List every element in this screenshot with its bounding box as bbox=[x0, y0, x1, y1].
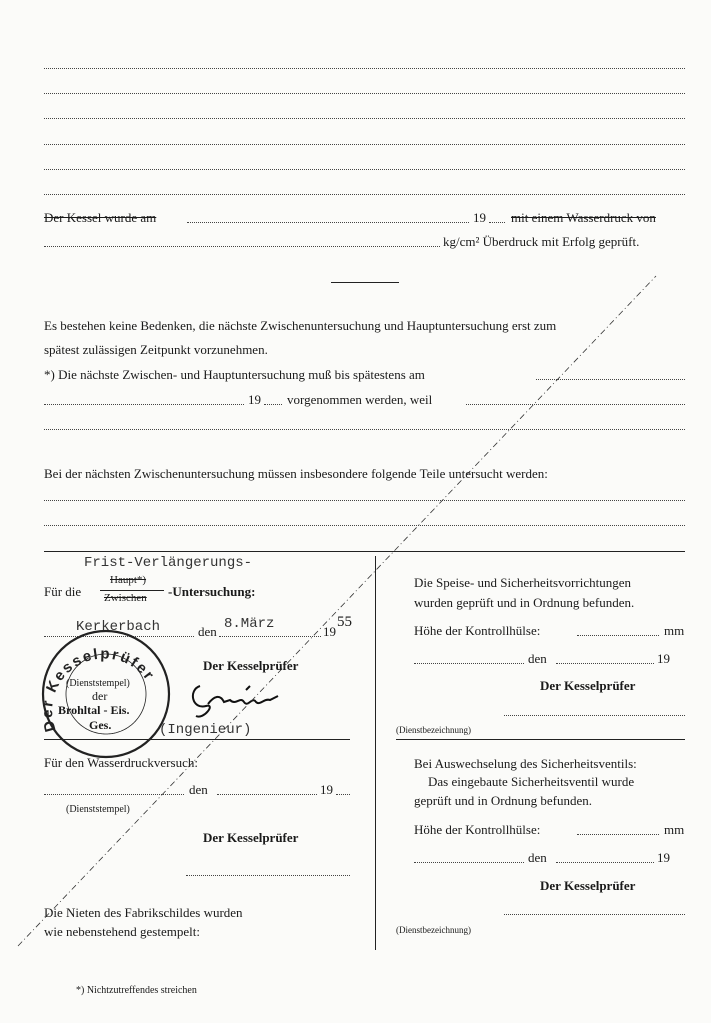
kessel-date-field bbox=[187, 222, 469, 223]
auswechselung-line1: Bei Auswechselung des Sicherheitsventils: bbox=[414, 756, 637, 771]
right-section-rule bbox=[396, 739, 685, 740]
den-label: den bbox=[198, 624, 217, 639]
paragraph1-line1: Es bestehen keine Bedenken, die nächste Zwischenuntersuchung und Hauptuntersuchung erst zum bbox=[44, 318, 557, 333]
parts-field-1 bbox=[44, 500, 685, 501]
fuer-die-label: Für die bbox=[44, 584, 82, 599]
kessel-year-field bbox=[489, 222, 505, 223]
wasserdruck-dienststempel: (Dienststempel) bbox=[66, 804, 130, 815]
right-year-prefix-2: 19 bbox=[657, 850, 670, 865]
haupt-label: Haupt*) bbox=[110, 574, 147, 586]
dienstbezeichnung2-label: (Dienstbezeichnung) bbox=[396, 925, 471, 935]
stamp-ges: Ges. bbox=[89, 718, 112, 732]
zwischen-label: Zwischen bbox=[104, 592, 147, 604]
nieten-line1: Die Nieten des Fabrikschildes wurden bbox=[44, 905, 243, 920]
dienstbezeichnung-label: (Dienstbezeichnung) bbox=[396, 725, 471, 735]
wasserdruck-den: den bbox=[189, 782, 208, 797]
dienststempel-label: (Dienststempel) bbox=[66, 678, 130, 689]
right-place-field-2 bbox=[414, 862, 524, 863]
stamp-company: Brohltal - Eis. bbox=[58, 703, 130, 717]
wasserdruck-year-prefix: 19 bbox=[320, 782, 333, 797]
paragraph3: Bei der nächsten Zwischenuntersuchung müssen insbesondere folgende Teile untersucht werden: bbox=[44, 466, 548, 481]
typed-extension-header: Frist-Verlängerungs- bbox=[84, 555, 253, 571]
paragraph2-year-prefix: 19 bbox=[248, 392, 261, 407]
section-divider bbox=[331, 282, 399, 283]
pressure-field bbox=[44, 246, 440, 247]
handwritten-signature bbox=[186, 676, 296, 722]
stamp-outer-text: Der Kesselprüfer bbox=[39, 645, 159, 734]
right-den-2: den bbox=[528, 850, 547, 865]
blank-line-5 bbox=[44, 169, 685, 170]
speise-line2: wurden geprüft und in Ordnung befunden. bbox=[414, 595, 635, 610]
left-signature-rule bbox=[44, 739, 350, 740]
kessel-year-prefix: 19 bbox=[473, 210, 486, 225]
right-date-field bbox=[556, 663, 654, 664]
nieten-line2: wie nebenstehend gestempelt: bbox=[44, 924, 200, 939]
wasserdruck-heading: Für den Wasserdruckversuch: bbox=[44, 755, 198, 770]
typed-place: Kerkerbach bbox=[76, 619, 161, 635]
typed-title: (Ingenieur) bbox=[159, 722, 252, 738]
typed-date: 8.März bbox=[224, 616, 275, 632]
footnote: *) Nichtzutreffendes streichen bbox=[76, 985, 197, 996]
deadline-date-field bbox=[536, 379, 685, 380]
blank-line-1 bbox=[44, 68, 685, 69]
mm-label: mm bbox=[664, 623, 685, 638]
right-kesselpruefer-2: Der Kesselprüfer bbox=[540, 878, 636, 893]
wasserdruck-signature-rule bbox=[186, 875, 350, 876]
blank-line-6 bbox=[44, 194, 685, 195]
mm2-label: mm bbox=[664, 822, 685, 837]
hoehe2-label: Höhe der Kontrollhülse: bbox=[414, 822, 541, 837]
kesselpruefer-signature-label: Der Kesselprüfer bbox=[203, 658, 299, 673]
hoehe-label: Höhe der Kontrollhülse: bbox=[414, 623, 541, 638]
wasserdruck-kesselpruefer: Der Kesselprüfer bbox=[203, 830, 299, 845]
right-signature-rule bbox=[504, 715, 685, 716]
blank-line-3 bbox=[44, 118, 685, 119]
right-year-prefix: 19 bbox=[657, 651, 670, 666]
wasserdruck-year-field bbox=[336, 794, 350, 795]
kessel-line-label: Der Kessel wurde am bbox=[44, 210, 157, 225]
blank-line-4 bbox=[44, 144, 685, 145]
blank-line-2 bbox=[44, 93, 685, 94]
date-field bbox=[219, 636, 321, 637]
speise-line1: Die Speise- und Sicherheitsvorrichtungen bbox=[414, 575, 631, 590]
paragraph2-line2: vorgenommen werden, weil bbox=[287, 392, 433, 407]
typed-year: 55 bbox=[337, 614, 352, 630]
wasserdruck-date-field bbox=[217, 794, 317, 795]
column-divider bbox=[375, 556, 376, 950]
wasserdruck-place-field bbox=[44, 794, 184, 795]
auswechselung-line2: Das eingebaute Sicherheitsventil wurde bbox=[428, 774, 635, 789]
auswechselung-line3: geprüft und in Ordnung befunden. bbox=[414, 793, 592, 808]
pressure-unit: kg/cm² Überdruck mit Erfolg geprüft. bbox=[443, 234, 640, 249]
deadline-year-field bbox=[264, 404, 282, 405]
reason-field-2 bbox=[44, 429, 685, 430]
paragraph1-line2: spätest zulässigen Zeitpunkt vorzunehmen. bbox=[44, 342, 268, 357]
deadline-date-field-2 bbox=[44, 404, 244, 405]
right-den: den bbox=[528, 651, 547, 666]
stamp-der: der bbox=[92, 689, 108, 703]
right-kesselpruefer: Der Kesselprüfer bbox=[540, 678, 636, 693]
columns-top-rule bbox=[44, 551, 685, 552]
paragraph2-line1: *) Die nächste Zwischen- und Hauptuntersuchung muß bis spätestens am bbox=[44, 367, 425, 382]
right-signature-rule-2 bbox=[504, 914, 685, 915]
reason-field bbox=[466, 404, 685, 405]
pressure-text: mit einem Wasserdruck von bbox=[511, 210, 656, 225]
year-prefix: 19 bbox=[323, 624, 336, 639]
parts-field-2 bbox=[44, 525, 685, 526]
right-date-field-2 bbox=[556, 862, 654, 863]
hoehe2-field bbox=[577, 834, 659, 835]
right-place-field bbox=[414, 663, 524, 664]
untersuchung-label: -Untersuchung: bbox=[168, 584, 256, 599]
hoehe-field bbox=[577, 635, 659, 636]
